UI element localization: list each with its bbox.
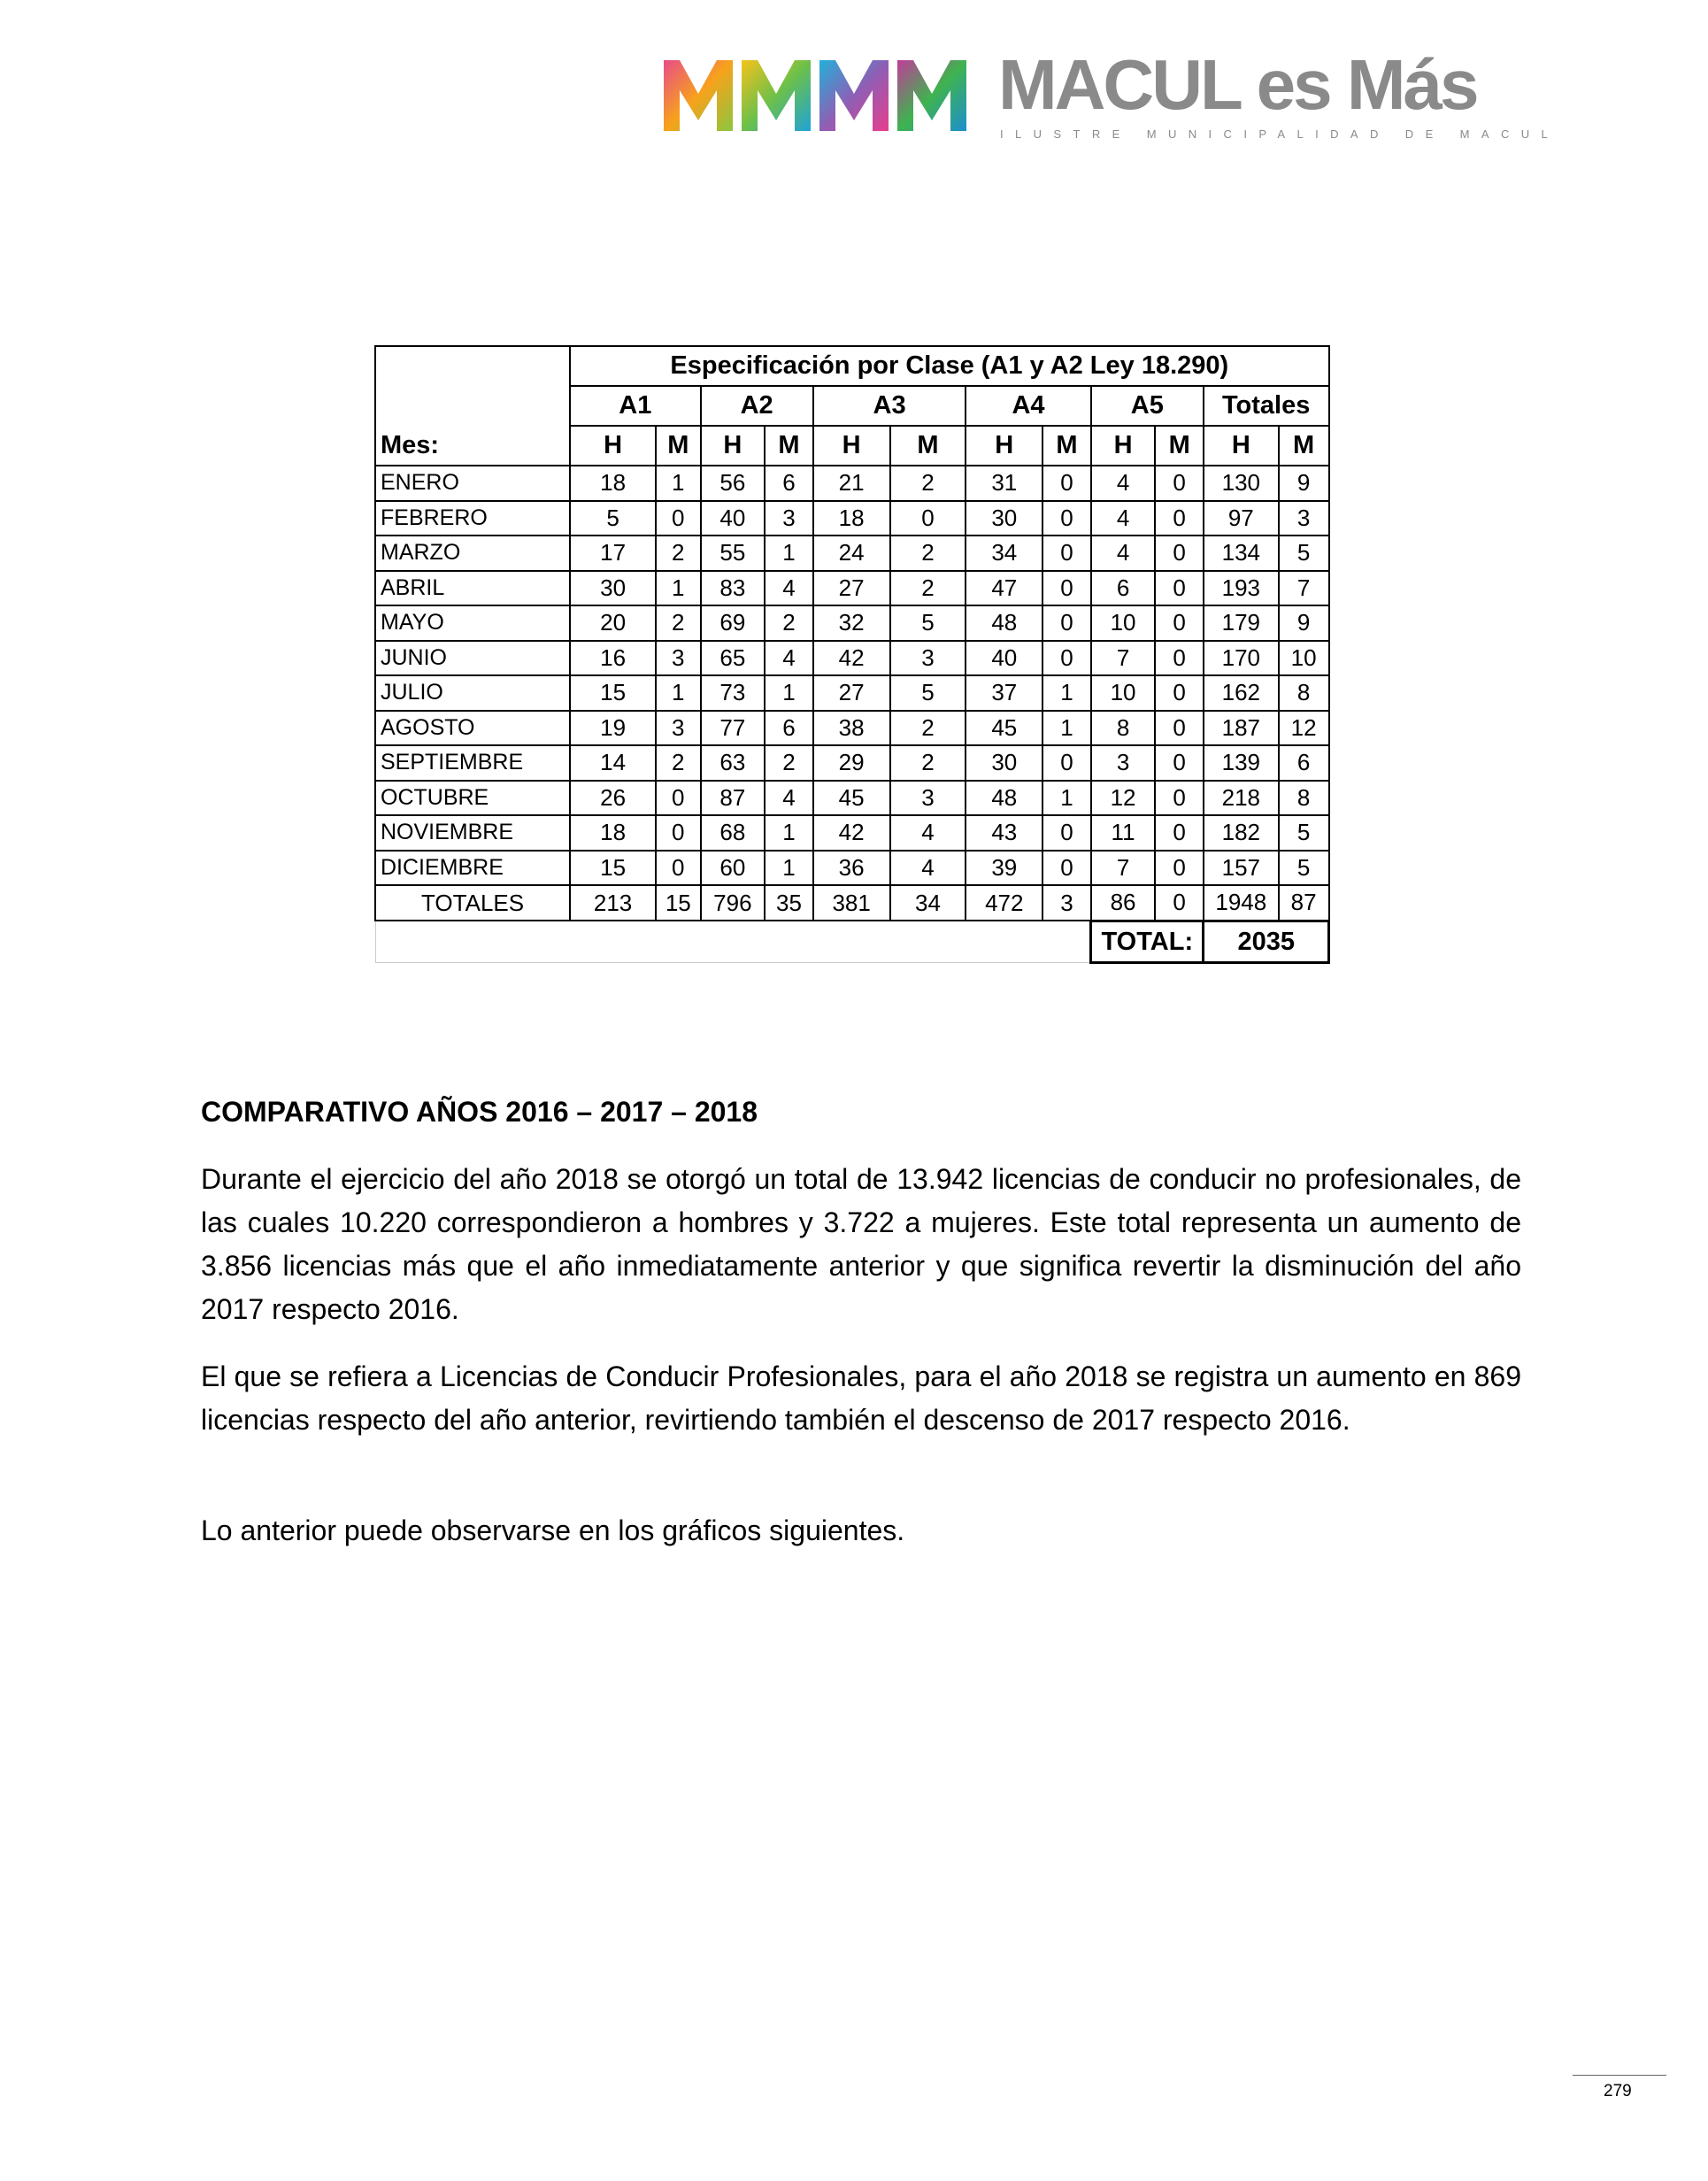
value-cell: 8 <box>1091 711 1156 746</box>
value-cell: 2 <box>765 745 813 781</box>
sub-header-cell: M <box>1279 426 1329 466</box>
total-cell: 15 <box>656 885 700 921</box>
sub-header-cell: M <box>1042 426 1091 466</box>
table-row <box>375 501 1329 536</box>
section-title: COMPARATIVO AÑOS 2016 – 2017 – 2018 <box>201 1096 758 1128</box>
value-cell: 60 <box>701 851 766 886</box>
table-row <box>375 466 1329 501</box>
value-cell: 17 <box>570 536 656 571</box>
value-cell: 182 <box>1204 815 1279 851</box>
value-cell: 0 <box>656 501 700 536</box>
value-cell: 11 <box>1091 815 1156 851</box>
sub-header-cell: H <box>701 426 766 466</box>
table-row <box>375 851 1329 886</box>
value-cell: 12 <box>1279 711 1329 746</box>
month-cell: AGOSTO <box>375 711 570 746</box>
value-cell: 0 <box>1155 605 1204 641</box>
page-number: 279 <box>1604 2082 1632 2100</box>
value-cell: 27 <box>813 571 890 606</box>
value-cell: 45 <box>966 711 1042 746</box>
month-cell: ENERO <box>375 466 570 501</box>
table-body <box>375 466 1329 885</box>
value-cell: 0 <box>1155 536 1204 571</box>
value-cell: 0 <box>656 851 700 886</box>
class-header-a2: A2 <box>701 386 813 426</box>
class-header-a5: A5 <box>1091 386 1204 426</box>
total-cell: 87 <box>1279 885 1329 921</box>
month-cell: JULIO <box>375 675 570 711</box>
grand-total-value: 2035 <box>1204 921 1329 962</box>
sub-header-cell: M <box>1155 426 1204 466</box>
value-cell: 5 <box>890 675 966 711</box>
value-cell: 15 <box>570 851 656 886</box>
month-cell: DICIEMBRE <box>375 851 570 886</box>
logo-title: MACUL es Más <box>998 45 1477 124</box>
table-row <box>375 675 1329 711</box>
paragraph-1: Durante el ejercicio del año 2018 se otorgó un total de 13.942 licencias de conducir no profesionales, de las cuales 10.220 correspondieron a hombres y 3.722 a mujeres. Este total representa un aumento de 3.856 licencias más que el año inmediatamente anterior y que significa revertir la disminución del año 2017 respecto 2016. <box>201 1163 1521 1325</box>
value-cell: 2 <box>890 466 966 501</box>
value-cell: 12 <box>1091 781 1156 816</box>
value-cell: 26 <box>570 781 656 816</box>
value-cell: 7 <box>1091 641 1156 676</box>
value-cell: 0 <box>1155 851 1204 886</box>
sub-header-cell: M <box>656 426 700 466</box>
logo-subtitle: ILUSTRE MUNICIPALIDAD DE MACUL <box>1000 127 1560 141</box>
value-cell: 97 <box>1204 501 1279 536</box>
sub-header-cell: H <box>966 426 1042 466</box>
month-cell: MARZO <box>375 536 570 571</box>
month-cell: JUNIO <box>375 641 570 676</box>
value-cell: 24 <box>813 536 890 571</box>
totals-row <box>375 885 1329 921</box>
value-cell: 0 <box>1155 675 1204 711</box>
value-cell: 1 <box>656 675 700 711</box>
value-cell: 18 <box>570 815 656 851</box>
value-cell: 4 <box>765 781 813 816</box>
table-row <box>375 781 1329 816</box>
value-cell: 0 <box>1155 815 1204 851</box>
month-column-header: Mes: <box>375 346 570 466</box>
value-cell: 27 <box>813 675 890 711</box>
value-cell: 0 <box>1042 466 1091 501</box>
month-cell: OCTUBRE <box>375 781 570 816</box>
logo-m-2 <box>742 60 811 131</box>
sub-header-cell: H <box>1091 426 1156 466</box>
value-cell: 48 <box>966 781 1042 816</box>
total-cell: 1948 <box>1204 885 1279 921</box>
value-cell: 43 <box>966 815 1042 851</box>
value-cell: 39 <box>966 851 1042 886</box>
value-cell: 130 <box>1204 466 1279 501</box>
value-cell: 37 <box>966 675 1042 711</box>
value-cell: 36 <box>813 851 890 886</box>
value-cell: 8 <box>1279 675 1329 711</box>
value-cell: 6 <box>1091 571 1156 606</box>
value-cell: 187 <box>1204 711 1279 746</box>
value-cell: 1 <box>765 815 813 851</box>
license-class-table <box>374 345 1330 964</box>
value-cell: 2 <box>656 536 700 571</box>
month-cell: NOVIEMBRE <box>375 815 570 851</box>
mmmm-logo-mark <box>662 55 972 135</box>
value-cell: 1 <box>1042 711 1091 746</box>
sub-header-cell: H <box>570 426 656 466</box>
value-cell: 4 <box>1091 536 1156 571</box>
value-cell: 0 <box>1042 571 1091 606</box>
value-cell: 1 <box>656 466 700 501</box>
logo-m-3 <box>819 60 889 131</box>
value-cell: 3 <box>890 781 966 816</box>
grand-total-label: TOTAL: <box>1091 921 1204 962</box>
value-cell: 179 <box>1204 605 1279 641</box>
grand-total-row <box>375 921 1329 962</box>
value-cell: 83 <box>701 571 766 606</box>
value-cell: 9 <box>1279 605 1329 641</box>
value-cell: 7 <box>1279 571 1329 606</box>
table-row <box>375 711 1329 746</box>
value-cell: 2 <box>890 571 966 606</box>
total-cell: 213 <box>570 885 656 921</box>
value-cell: 8 <box>1279 781 1329 816</box>
footer-rule <box>1573 2075 1666 2076</box>
value-cell: 1 <box>765 675 813 711</box>
value-cell: 73 <box>701 675 766 711</box>
value-cell: 157 <box>1204 851 1279 886</box>
value-cell: 0 <box>1042 536 1091 571</box>
value-cell: 0 <box>1155 466 1204 501</box>
value-cell: 16 <box>570 641 656 676</box>
value-cell: 3 <box>890 641 966 676</box>
value-cell: 2 <box>765 605 813 641</box>
value-cell: 87 <box>701 781 766 816</box>
value-cell: 3 <box>656 641 700 676</box>
value-cell: 56 <box>701 466 766 501</box>
value-cell: 14 <box>570 745 656 781</box>
sub-header-cell: H <box>1204 426 1279 466</box>
total-cell: 34 <box>890 885 966 921</box>
value-cell: 1 <box>1042 781 1091 816</box>
value-cell: 29 <box>813 745 890 781</box>
paragraph-2: El que se refiera a Licencias de Conducir Profesionales, para el año 2018 se registra un aumento en 869 licencias respecto del año anterior, revirtiendo también el descenso de 2017 respecto 2016. <box>201 1360 1521 1436</box>
class-header-a3: A3 <box>813 386 966 426</box>
value-cell: 42 <box>813 815 890 851</box>
value-cell: 18 <box>813 501 890 536</box>
value-cell: 1 <box>765 536 813 571</box>
value-cell: 0 <box>890 501 966 536</box>
value-cell: 55 <box>701 536 766 571</box>
value-cell: 2 <box>656 605 700 641</box>
total-cell: 3 <box>1042 885 1091 921</box>
value-cell: 3 <box>656 711 700 746</box>
value-cell: 9 <box>1279 466 1329 501</box>
value-cell: 6 <box>765 466 813 501</box>
value-cell: 20 <box>570 605 656 641</box>
value-cell: 193 <box>1204 571 1279 606</box>
value-cell: 68 <box>701 815 766 851</box>
value-cell: 63 <box>701 745 766 781</box>
total-cell: 796 <box>701 885 766 921</box>
total-cell: 35 <box>765 885 813 921</box>
value-cell: 162 <box>1204 675 1279 711</box>
value-cell: 45 <box>813 781 890 816</box>
value-cell: 1 <box>765 851 813 886</box>
value-cell: 10 <box>1091 605 1156 641</box>
value-cell: 4 <box>890 851 966 886</box>
value-cell: 2 <box>890 745 966 781</box>
logo-m-1 <box>664 60 733 131</box>
value-cell: 31 <box>966 466 1042 501</box>
sub-header-cell: M <box>765 426 813 466</box>
value-cell: 69 <box>701 605 766 641</box>
value-cell: 5 <box>570 501 656 536</box>
value-cell: 218 <box>1204 781 1279 816</box>
class-header-a1: A1 <box>570 386 700 426</box>
value-cell: 30 <box>966 501 1042 536</box>
value-cell: 0 <box>656 781 700 816</box>
total-cell: 86 <box>1091 885 1156 921</box>
value-cell: 0 <box>1042 501 1091 536</box>
month-cell: SEPTIEMBRE <box>375 745 570 781</box>
value-cell: 0 <box>656 815 700 851</box>
value-cell: 2 <box>890 711 966 746</box>
table-row <box>375 571 1329 606</box>
value-cell: 32 <box>813 605 890 641</box>
value-cell: 0 <box>1155 781 1204 816</box>
value-cell: 0 <box>1042 605 1091 641</box>
value-cell: 0 <box>1155 641 1204 676</box>
value-cell: 40 <box>701 501 766 536</box>
logo-m-4 <box>897 60 966 131</box>
value-cell: 65 <box>701 641 766 676</box>
sub-header-cell: H <box>813 426 890 466</box>
value-cell: 4 <box>765 571 813 606</box>
value-cell: 0 <box>1155 501 1204 536</box>
month-cell: ABRIL <box>375 571 570 606</box>
value-cell: 4 <box>765 641 813 676</box>
table-row <box>375 605 1329 641</box>
value-cell: 134 <box>1204 536 1279 571</box>
value-cell: 139 <box>1204 745 1279 781</box>
class-header-a4: A4 <box>966 386 1090 426</box>
value-cell: 42 <box>813 641 890 676</box>
table-row <box>375 745 1329 781</box>
value-cell: 0 <box>1042 815 1091 851</box>
value-cell: 3 <box>1091 745 1156 781</box>
value-cell: 5 <box>890 605 966 641</box>
table-row <box>375 641 1329 676</box>
value-cell: 4 <box>1091 501 1156 536</box>
value-cell: 34 <box>966 536 1042 571</box>
value-cell: 2 <box>656 745 700 781</box>
value-cell: 30 <box>966 745 1042 781</box>
value-cell: 0 <box>1042 745 1091 781</box>
value-cell: 5 <box>1279 815 1329 851</box>
value-cell: 21 <box>813 466 890 501</box>
value-cell: 7 <box>1091 851 1156 886</box>
value-cell: 4 <box>890 815 966 851</box>
value-cell: 30 <box>570 571 656 606</box>
value-cell: 0 <box>1042 851 1091 886</box>
value-cell: 5 <box>1279 536 1329 571</box>
value-cell: 3 <box>765 501 813 536</box>
value-cell: 1 <box>656 571 700 606</box>
table-row <box>375 815 1329 851</box>
value-cell: 1 <box>1042 675 1091 711</box>
value-cell: 3 <box>1279 501 1329 536</box>
value-cell: 19 <box>570 711 656 746</box>
value-cell: 6 <box>1279 745 1329 781</box>
table-row <box>375 536 1329 571</box>
value-cell: 38 <box>813 711 890 746</box>
value-cell: 15 <box>570 675 656 711</box>
value-cell: 18 <box>570 466 656 501</box>
value-cell: 10 <box>1091 675 1156 711</box>
value-cell: 48 <box>966 605 1042 641</box>
value-cell: 0 <box>1155 711 1204 746</box>
grand-total-spacer <box>375 921 1091 962</box>
total-cell: 381 <box>813 885 890 921</box>
month-cell: MAYO <box>375 605 570 641</box>
paragraph-3: Lo anterior puede observarse en los gráficos siguientes. <box>201 1514 905 1546</box>
sub-header-cell: M <box>890 426 966 466</box>
value-cell: 170 <box>1204 641 1279 676</box>
total-cell: 0 <box>1155 885 1204 921</box>
value-cell: 0 <box>1042 641 1091 676</box>
value-cell: 10 <box>1279 641 1329 676</box>
value-cell: 0 <box>1155 745 1204 781</box>
value-cell: 6 <box>765 711 813 746</box>
table-title: Especificación por Clase (A1 y A2 Ley 18.290) <box>570 346 1328 386</box>
value-cell: 47 <box>966 571 1042 606</box>
totals-label: TOTALES <box>375 885 570 921</box>
value-cell: 4 <box>1091 466 1156 501</box>
value-cell: 0 <box>1155 571 1204 606</box>
municipality-logo <box>662 45 1560 143</box>
month-cell: FEBRERO <box>375 501 570 536</box>
class-header-totales: Totales <box>1204 386 1329 426</box>
value-cell: 2 <box>890 536 966 571</box>
value-cell: 5 <box>1279 851 1329 886</box>
value-cell: 77 <box>701 711 766 746</box>
total-cell: 472 <box>966 885 1042 921</box>
value-cell: 40 <box>966 641 1042 676</box>
